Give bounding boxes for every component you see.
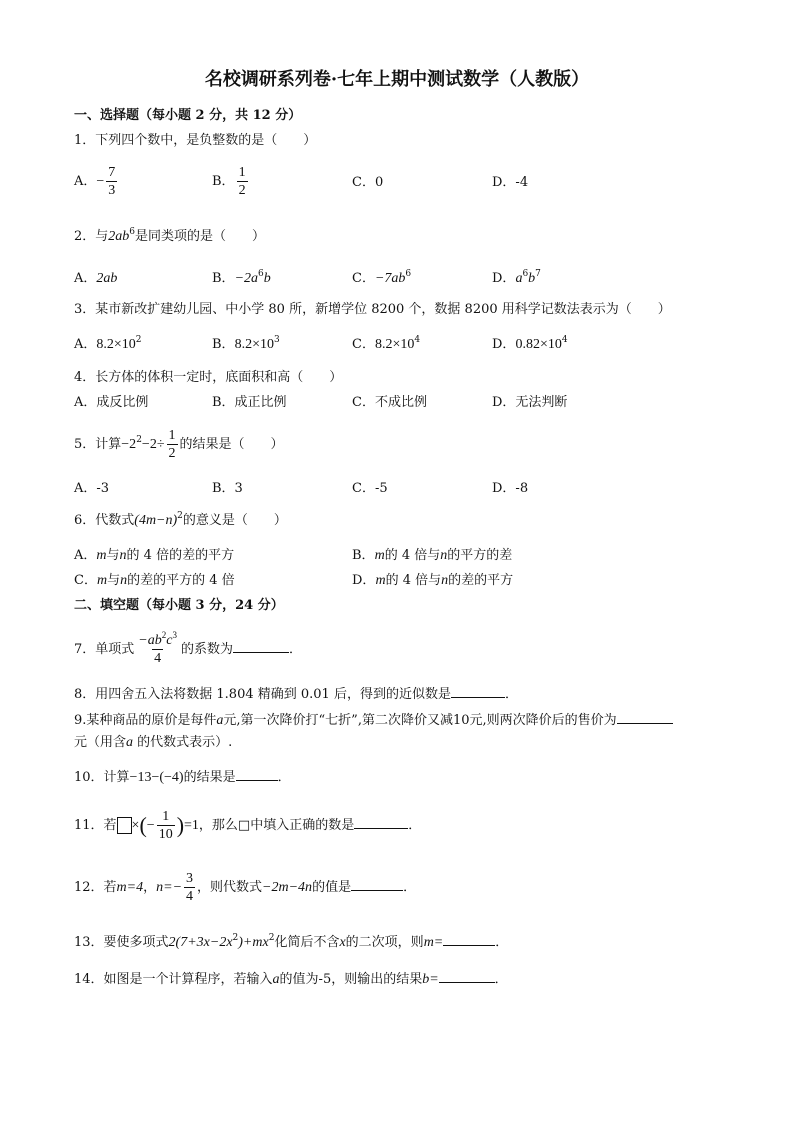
var: n	[119, 548, 127, 563]
denominator: 2	[238, 183, 246, 198]
denominator: 4	[186, 889, 194, 904]
numerator	[136, 632, 179, 649]
text: 9.某种商品的原价是每件	[74, 713, 217, 728]
math: −2÷	[141, 437, 165, 452]
var: a	[272, 972, 280, 987]
exponent: 6	[522, 269, 529, 279]
exponent: 6	[129, 227, 136, 237]
option-label: C．	[352, 337, 375, 352]
q3-option-b	[212, 337, 280, 353]
q4-option-b: B．成正比例	[212, 395, 287, 410]
text: ．	[504, 687, 518, 702]
math: m=	[423, 935, 444, 950]
text: 的差的平方	[448, 573, 514, 588]
text: 的差的平方的 4 倍	[127, 573, 235, 588]
text: 的结果是（ ）	[179, 437, 284, 452]
math: −ab	[138, 633, 162, 648]
text: 的二次项，则	[345, 935, 424, 950]
math: b	[528, 271, 536, 286]
math: −2	[121, 437, 137, 452]
text: ．	[288, 642, 302, 657]
q5-option-b: B．3	[212, 481, 243, 496]
option-label: B．	[352, 548, 375, 563]
q4-option-d: D．无法判断	[492, 395, 568, 410]
answer-blank[interactable]	[354, 816, 408, 829]
section-heading-choice: 一、选择题（每小题 2 分，共 12 分）	[74, 108, 302, 123]
math: 2ab	[96, 271, 118, 286]
answer-blank[interactable]	[443, 933, 495, 946]
q4-option-c: C．不成比例	[352, 395, 427, 410]
math: 8.2×10	[96, 337, 136, 352]
paren: )	[176, 812, 185, 838]
text: 的 4 倍的差的平方	[126, 548, 235, 563]
exponent: 7	[535, 269, 541, 279]
text: ，则代数式	[197, 880, 263, 895]
var: m	[96, 573, 108, 588]
answer-blank[interactable]	[439, 970, 495, 983]
q3-option-c	[352, 337, 420, 353]
question-13	[74, 933, 508, 951]
option-label: A．	[74, 337, 97, 352]
q4-option-a: A．成反比例	[74, 395, 149, 410]
question-9-line-1	[74, 711, 673, 729]
text: 7．单项式	[74, 642, 135, 657]
q2-option-a	[74, 271, 117, 287]
math: −2a	[234, 271, 259, 286]
text: 与	[107, 573, 121, 588]
text: 的系数为	[180, 642, 233, 657]
math: =1	[184, 818, 199, 833]
option-label: A．	[74, 271, 97, 286]
var: m	[96, 548, 107, 563]
text: 的结果是	[183, 770, 236, 785]
fraction	[184, 870, 195, 905]
text: 13．要使多项式	[74, 935, 169, 950]
q1-option-a	[74, 162, 119, 202]
numerator: 7	[108, 165, 116, 180]
fraction	[136, 632, 179, 667]
text: 化简后不含	[274, 935, 340, 950]
var: m	[375, 573, 386, 588]
option-label: B．	[212, 174, 235, 189]
q6-option-a	[74, 548, 234, 564]
numerator: 1	[168, 428, 176, 443]
text: ，	[143, 880, 157, 895]
text: ．	[495, 935, 509, 950]
paren: (	[139, 812, 147, 838]
text: ．	[403, 880, 417, 895]
exponent: 2	[268, 933, 275, 943]
numerator: 3	[186, 871, 194, 886]
var: n	[120, 573, 128, 588]
option-label: C．	[74, 573, 97, 588]
question-11	[74, 806, 421, 846]
math: 8.2×10	[374, 337, 415, 352]
text: 与	[106, 548, 120, 563]
exponent: 4	[561, 335, 568, 345]
answer-blank[interactable]	[236, 768, 278, 781]
q6-option-b	[352, 548, 512, 564]
exponent: 3	[172, 630, 177, 640]
math: b	[263, 271, 271, 286]
math: −	[146, 818, 155, 833]
math: b=	[422, 972, 439, 987]
text: 是同类项的是（ ）	[135, 229, 266, 244]
option-label: D．	[492, 271, 516, 286]
exponent: 2	[135, 335, 142, 345]
var: a	[126, 735, 134, 750]
question-10	[74, 768, 291, 786]
exponent: 2	[232, 933, 239, 943]
text: 6．代数式	[74, 513, 135, 528]
q1-option-c: C．0	[352, 175, 384, 190]
question-12	[74, 868, 416, 908]
math: −13−(−4)	[129, 770, 184, 785]
text: 11．若	[74, 818, 117, 833]
math: (4m−n)	[134, 513, 178, 528]
question-9-line-2	[74, 735, 232, 751]
question-5-stem	[74, 425, 284, 465]
text: ，那么□中填入正确的数是	[198, 818, 355, 833]
fraction	[157, 808, 175, 843]
option-label: B．	[212, 271, 235, 286]
denominator: 4	[154, 651, 162, 666]
text: 的平方的差	[447, 548, 513, 563]
denominator: 2	[168, 446, 176, 461]
question-8	[74, 685, 518, 703]
text: 的值是	[312, 880, 352, 895]
q6-option-d	[352, 573, 513, 589]
exponent: 2	[177, 511, 183, 521]
q3-option-d	[492, 337, 568, 353]
exponent: 6	[258, 269, 264, 279]
math: a	[515, 271, 523, 286]
q2-option-d	[492, 271, 541, 287]
fraction	[167, 427, 178, 462]
option-label: D．	[352, 573, 376, 588]
numerator: 1	[162, 809, 170, 824]
numerator: 1	[238, 165, 246, 180]
question-4-stem: 4．长方体的体积一定时，底面积和高（ ）	[74, 370, 343, 385]
math: 2ab	[108, 229, 130, 244]
math: −7ab	[374, 271, 406, 286]
var: n	[440, 548, 448, 563]
question-2-stem	[74, 229, 265, 245]
text: 的 4 倍与	[385, 573, 442, 588]
text: 的意义是（ ）	[182, 513, 287, 528]
denominator: 10	[158, 827, 173, 842]
answer-blank[interactable]	[233, 640, 289, 653]
fraction	[106, 164, 117, 199]
q1-option-b	[212, 162, 250, 202]
q6-option-c	[74, 573, 235, 589]
math: )+mx	[238, 935, 269, 950]
text: 元（用含	[74, 735, 127, 750]
question-3-stem: 3．某市新改扩建幼儿园、中小学 80 所，新增学位 8200 个，数据 8200 用科学记数法表示为（ ）	[74, 302, 671, 317]
answer-blank[interactable]	[617, 711, 673, 724]
q5-option-d: D．-8	[492, 481, 529, 496]
q2-option-b	[212, 271, 271, 287]
exponent: 6	[405, 269, 412, 279]
text: 的代数式表示）.	[133, 735, 233, 750]
question-7	[74, 630, 302, 670]
text: 12．若	[74, 880, 117, 895]
exponent: 2	[161, 630, 167, 640]
option-label: C．	[352, 271, 375, 286]
exponent: 2	[136, 435, 142, 445]
section-heading-fill-in: 二、填空题（每小题 3 分，24 分）	[74, 598, 284, 613]
question-1-stem: 1．下列四个数中，是负整数的是（ ）	[74, 133, 317, 148]
text: 10．计算	[74, 770, 130, 785]
option-label: B．	[212, 337, 235, 352]
text: 的 4 倍与	[384, 548, 441, 563]
minus-sign: −	[96, 174, 105, 189]
answer-blank[interactable]	[451, 685, 505, 698]
page-title: 名校调研系列卷·七年上期中测试数学（人教版）	[204, 69, 590, 90]
question-14	[74, 970, 508, 988]
text: 元,第一次降价打“七折”,第二次降价又减10元,则两次降价后的售价为	[223, 713, 617, 728]
q5-option-c: C．-5	[352, 481, 388, 496]
q5-option-a: A．-3	[74, 481, 110, 496]
option-label: A．	[74, 174, 97, 189]
math: 8.2×10	[234, 337, 274, 352]
fraction	[237, 164, 248, 199]
text: 14．如图是一个计算程序，若输入	[74, 972, 273, 987]
exponent: 3	[273, 335, 280, 345]
denominator: 3	[108, 183, 116, 198]
option-label: D．	[492, 337, 516, 352]
math: m=4	[116, 880, 144, 895]
question-6-stem	[74, 513, 287, 529]
text: ．	[408, 818, 422, 833]
q3-option-a	[74, 337, 142, 353]
var: m	[374, 548, 385, 563]
text: 的值为-5，则输出的结果	[279, 972, 423, 987]
text: 5．计算	[74, 437, 122, 452]
exponent: 4	[414, 335, 421, 345]
text: ．	[494, 972, 508, 987]
var: x	[339, 935, 346, 950]
empty-box-icon	[117, 817, 132, 834]
answer-blank[interactable]	[351, 878, 403, 891]
text: ．	[277, 770, 291, 785]
q2-option-c	[352, 271, 411, 287]
var: n	[441, 573, 449, 588]
math: 2(7+3x−2x	[168, 935, 233, 950]
math: c	[166, 633, 173, 648]
var: a	[216, 713, 224, 728]
math: ×	[131, 818, 140, 833]
math: −2m−4n	[262, 880, 313, 895]
text: 8．用四舍五入法将数据 1.804 精确到 0.01 后，得到的近似数是	[74, 687, 451, 702]
q1-option-d: D．-4	[492, 175, 529, 190]
math: 0.82×10	[515, 337, 562, 352]
math: n=−	[156, 880, 183, 895]
text: 2．与	[74, 229, 109, 244]
option-label: A．	[74, 548, 97, 563]
